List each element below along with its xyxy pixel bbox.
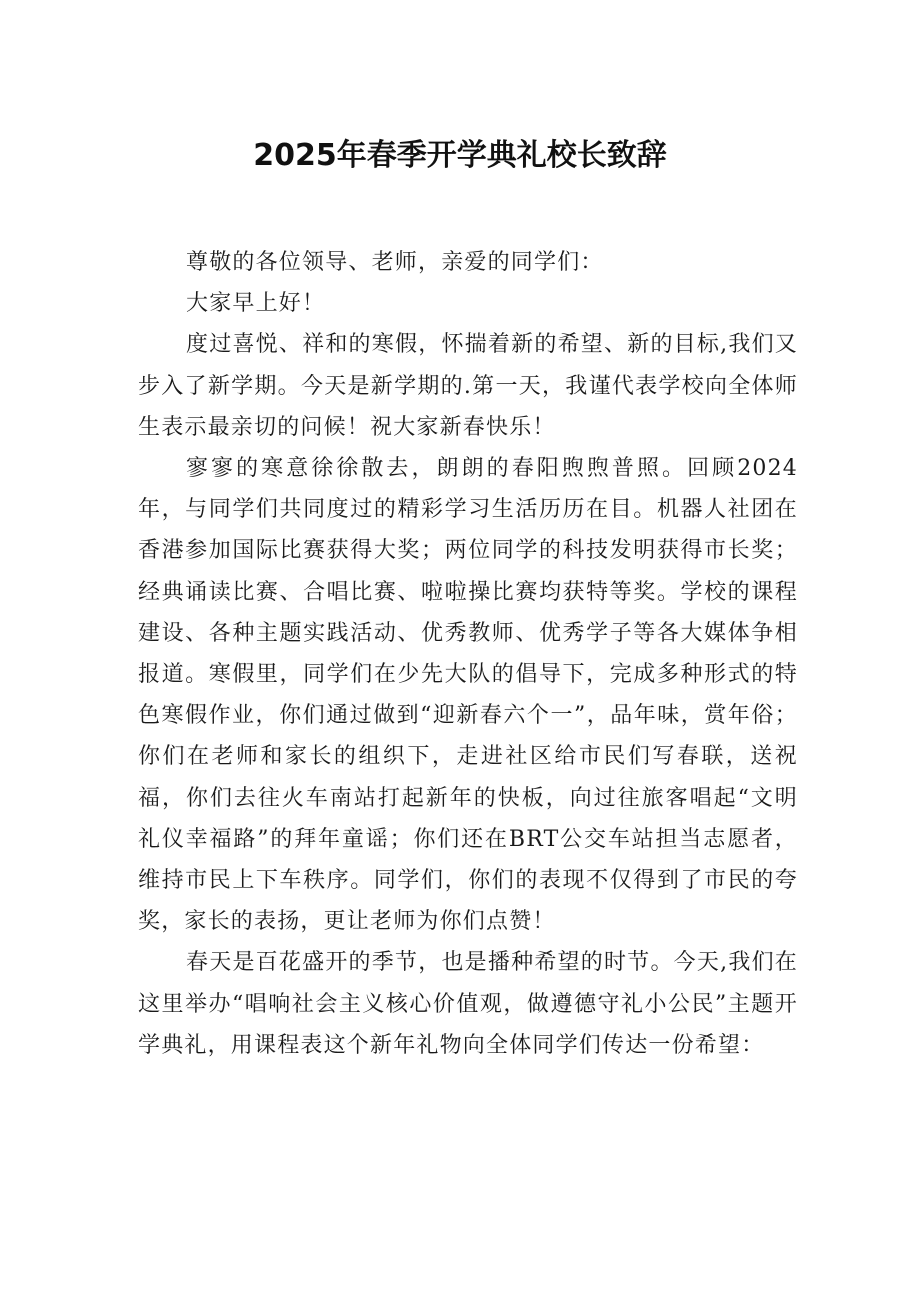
paragraph-new-semester: 度过喜悦、祥和的寒假，怀揣着新的希望、新的目标,我们又步入了新学期。今天是新学期的.第一天，我谨代表学校向全体师生表示最亲切的问候！祝大家新春快乐！ [138, 332, 798, 440]
paragraph-review: 寥寥的寒意徐徐散去，朗朗的春阳煦煦普照。回顾2024年，与同学们共同度过的精彩学习生活历历在目。机器人社团在香港参加国际比赛获得大奖；两位同学的科技发明获得市长奖；经典诵读比赛、合唱比赛、啦啦操比赛均获特等奖。学校的课程建设、各种主题实践活动、优秀教师、优秀学子等各大媒体争相报道。寒假里，同学们在少先大队的倡导下，完成多种形式的特色寒假作业，你们通过做到“迎新春六个一”，品年味，赏年俗；你们在老师和家长的组织下，走进社区给市民们写春联，送祝福，你们去往火车南站打起新年的快板，向过往旅客唱起“文明礼仪幸福路”的拜年童谣；你们还在BRT公交车站担当志愿者，维持市民上下车秩序。同学们，你们的表现不仅得到了市民的夸奖，家长的表扬，更让老师为你们点赞！ [138, 456, 798, 935]
document-body [138, 242, 798, 1066]
paragraph-salutation: 尊敬的各位领导、老师，亲爱的同学们： [186, 250, 604, 275]
paragraph-spring: 春天是百花盛开的季节，也是播种希望的时节。今天,我们在这里举办“唱响社会主义核心价值观，做遵德守礼小公民”主题开学典礼，用课程表这个新年礼物向全体同学们传达一份希望： [138, 950, 798, 1058]
paragraph-greeting: 大家早上好！ [186, 291, 326, 317]
document-title: 2025年春季开学典礼校长致辞 [253, 138, 667, 173]
